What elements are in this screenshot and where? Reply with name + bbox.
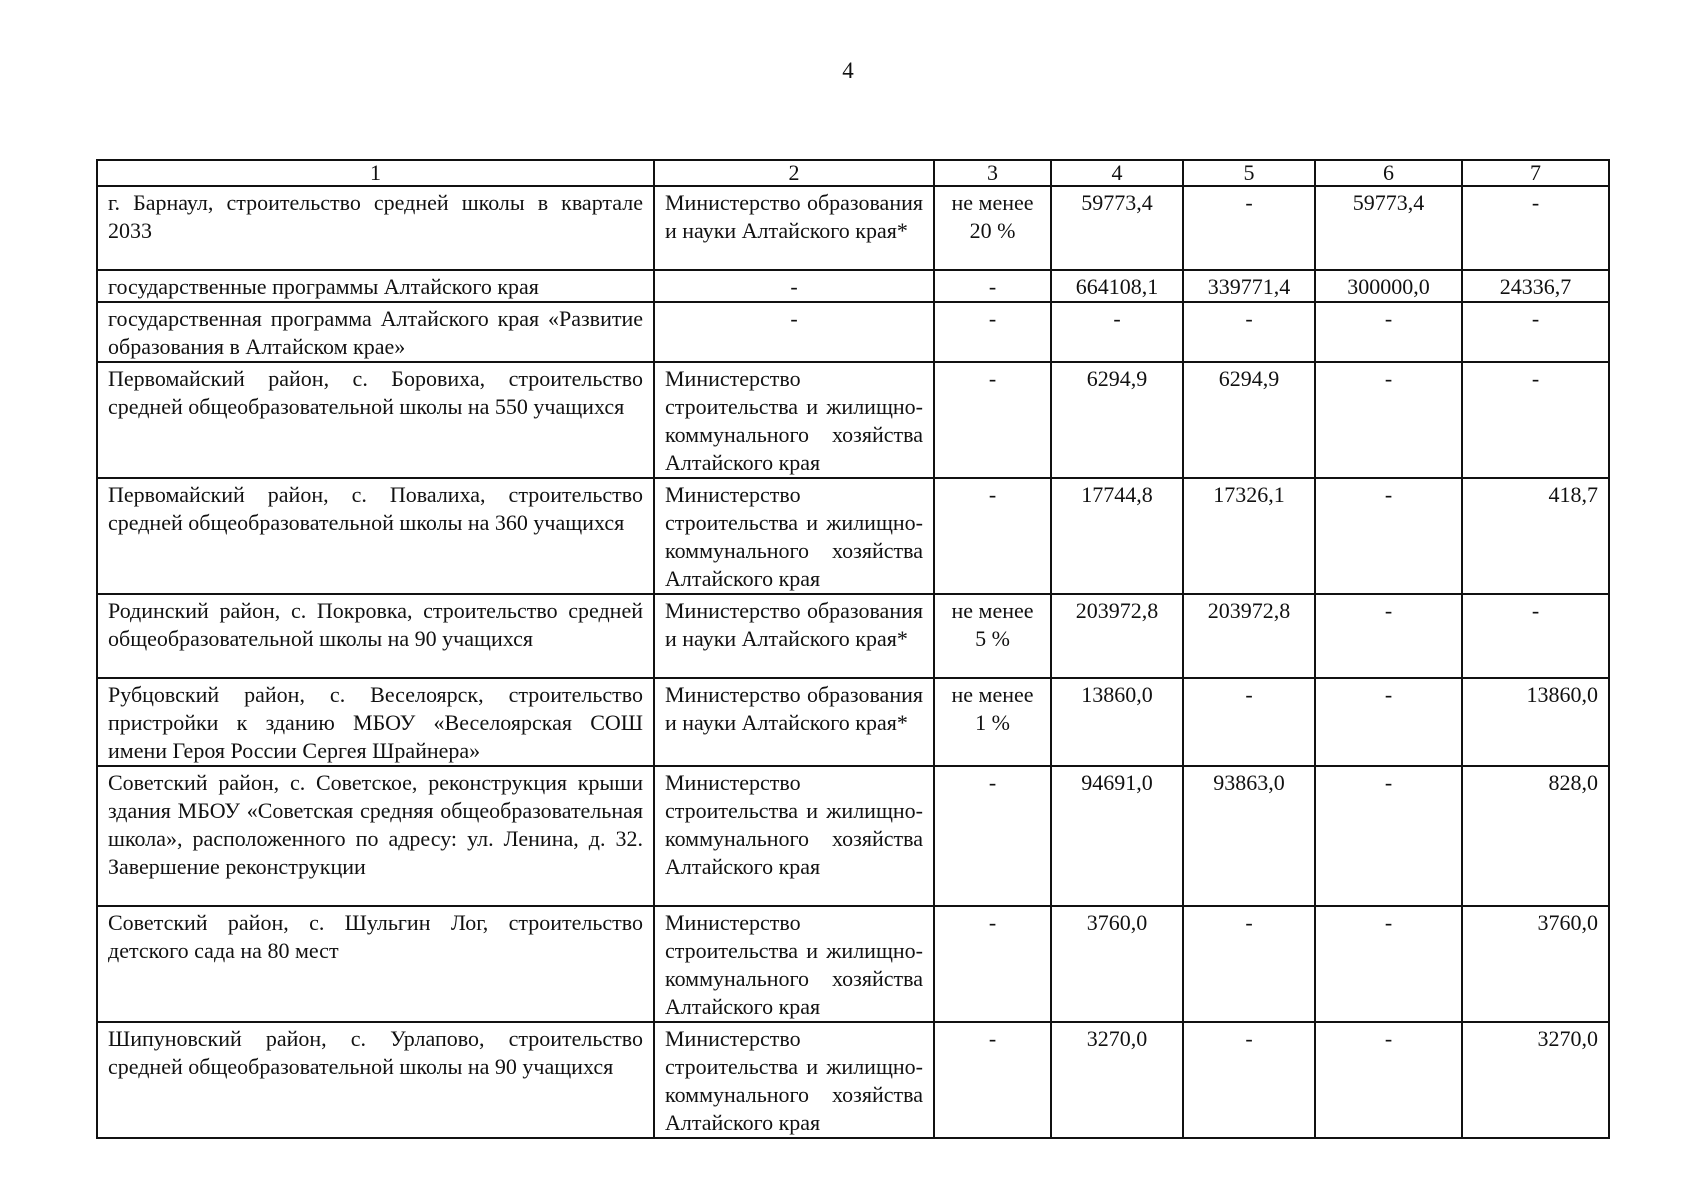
executor-cell: Министерство строительства и жилищно-коммунального хозяйства Алтайского края bbox=[654, 362, 934, 478]
program-table bbox=[96, 159, 1610, 1139]
amount-cell: 6294,9 bbox=[1183, 362, 1315, 478]
object-name-cell: Советский район, с. Советское, реконструкция крыши здания МБОУ «Советская средняя общеобразовательная школа», расположенного по адресу: ул. Ленина, д. 32. Завершение реконструкции bbox=[97, 766, 654, 906]
share-cell: - bbox=[934, 1022, 1051, 1138]
amount-cell: - bbox=[1183, 186, 1315, 270]
object-name-cell: государственные программы Алтайского края bbox=[97, 270, 654, 302]
table-row bbox=[97, 186, 1609, 270]
amount-cell: - bbox=[1183, 906, 1315, 1022]
amount-cell: 418,7 bbox=[1462, 478, 1609, 594]
amount-cell: - bbox=[1183, 302, 1315, 362]
share-cell: - bbox=[934, 478, 1051, 594]
object-name-cell: Первомайский район, с. Боровиха, строительство средней общеобразовательной школы на 550 учащихся bbox=[97, 362, 654, 478]
column-header: 5 bbox=[1183, 160, 1315, 186]
column-header: 7 bbox=[1462, 160, 1609, 186]
page-number: 4 bbox=[842, 58, 854, 83]
amount-cell: - bbox=[1462, 594, 1609, 678]
amount-cell: 3270,0 bbox=[1051, 1022, 1183, 1138]
column-number-row bbox=[97, 160, 1609, 186]
amount-cell: - bbox=[1183, 678, 1315, 766]
amount-cell: - bbox=[1183, 1022, 1315, 1138]
share-cell: - bbox=[934, 270, 1051, 302]
table-row bbox=[97, 362, 1609, 478]
object-name-cell: Советский район, с. Шульгин Лог, строительство детского сада на 80 мест bbox=[97, 906, 654, 1022]
amount-cell: - bbox=[1051, 302, 1183, 362]
column-header: 4 bbox=[1051, 160, 1183, 186]
amount-cell: 339771,4 bbox=[1183, 270, 1315, 302]
amount-cell: 24336,7 bbox=[1462, 270, 1609, 302]
amount-cell: - bbox=[1462, 302, 1609, 362]
executor-cell: Министерство образования и науки Алтайского края* bbox=[654, 678, 934, 766]
table-row bbox=[97, 270, 1609, 302]
share-cell: не менее 20 % bbox=[934, 186, 1051, 270]
executor-cell: Министерство строительства и жилищно-коммунального хозяйства Алтайского края bbox=[654, 766, 934, 906]
amount-cell: - bbox=[1315, 678, 1462, 766]
amount-cell: 203972,8 bbox=[1051, 594, 1183, 678]
amount-cell: - bbox=[1315, 906, 1462, 1022]
table-row bbox=[97, 906, 1609, 1022]
executor-cell: Министерство строительства и жилищно-коммунального хозяйства Алтайского края bbox=[654, 906, 934, 1022]
column-header: 6 bbox=[1315, 160, 1462, 186]
amount-cell: - bbox=[1315, 766, 1462, 906]
amount-cell: 3760,0 bbox=[1051, 906, 1183, 1022]
amount-cell: - bbox=[1315, 594, 1462, 678]
share-cell: - bbox=[934, 766, 1051, 906]
executor-cell: - bbox=[654, 270, 934, 302]
executor-cell: Министерство образования и науки Алтайского края* bbox=[654, 186, 934, 270]
amount-cell: 203972,8 bbox=[1183, 594, 1315, 678]
amount-cell: - bbox=[1462, 186, 1609, 270]
amount-cell: 664108,1 bbox=[1051, 270, 1183, 302]
table-row bbox=[97, 678, 1609, 766]
object-name-cell: Родинский район, с. Покровка, строительство средней общеобразовательной школы на 90 учащихся bbox=[97, 594, 654, 678]
column-header: 2 bbox=[654, 160, 934, 186]
amount-cell: 6294,9 bbox=[1051, 362, 1183, 478]
object-name-cell: г. Барнаул, строительство средней школы в квартале 2033 bbox=[97, 186, 654, 270]
amount-cell: 300000,0 bbox=[1315, 270, 1462, 302]
share-cell: не менее 1 % bbox=[934, 678, 1051, 766]
column-header: 1 bbox=[97, 160, 654, 186]
table-row bbox=[97, 766, 1609, 906]
amount-cell: 59773,4 bbox=[1051, 186, 1183, 270]
object-name-cell: Рубцовский район, с. Веселоярск, строительство пристройки к зданию МБОУ «Веселоярская СОШ имени Героя России Сергея Шрайнера» bbox=[97, 678, 654, 766]
amount-cell: - bbox=[1315, 1022, 1462, 1138]
table-row bbox=[97, 302, 1609, 362]
amount-cell: 13860,0 bbox=[1051, 678, 1183, 766]
object-name-cell: Первомайский район, с. Повалиха, строительство средней общеобразовательной школы на 360 учащихся bbox=[97, 478, 654, 594]
amount-cell: - bbox=[1315, 302, 1462, 362]
executor-cell: Министерство образования и науки Алтайского края* bbox=[654, 594, 934, 678]
amount-cell: - bbox=[1315, 478, 1462, 594]
share-cell: не менее 5 % bbox=[934, 594, 1051, 678]
amount-cell: 3760,0 bbox=[1462, 906, 1609, 1022]
object-name-cell: государственная программа Алтайского края «Развитие образования в Алтайском крае» bbox=[97, 302, 654, 362]
column-header: 3 bbox=[934, 160, 1051, 186]
table-row bbox=[97, 478, 1609, 594]
amount-cell: 828,0 bbox=[1462, 766, 1609, 906]
executor-cell: - bbox=[654, 302, 934, 362]
amount-cell: - bbox=[1315, 362, 1462, 478]
table-row bbox=[97, 594, 1609, 678]
table-row bbox=[97, 1022, 1609, 1138]
amount-cell: - bbox=[1462, 362, 1609, 478]
amount-cell: 17744,8 bbox=[1051, 478, 1183, 594]
share-cell: - bbox=[934, 362, 1051, 478]
executor-cell: Министерство строительства и жилищно-коммунального хозяйства Алтайского края bbox=[654, 1022, 934, 1138]
amount-cell: 59773,4 bbox=[1315, 186, 1462, 270]
share-cell: - bbox=[934, 302, 1051, 362]
executor-cell: Министерство строительства и жилищно-коммунального хозяйства Алтайского края bbox=[654, 478, 934, 594]
amount-cell: 3270,0 bbox=[1462, 1022, 1609, 1138]
share-cell: - bbox=[934, 906, 1051, 1022]
amount-cell: 17326,1 bbox=[1183, 478, 1315, 594]
amount-cell: 13860,0 bbox=[1462, 678, 1609, 766]
amount-cell: 93863,0 bbox=[1183, 766, 1315, 906]
amount-cell: 94691,0 bbox=[1051, 766, 1183, 906]
object-name-cell: Шипуновский район, с. Урлапово, строительство средней общеобразовательной школы на 90 учащихся bbox=[97, 1022, 654, 1138]
